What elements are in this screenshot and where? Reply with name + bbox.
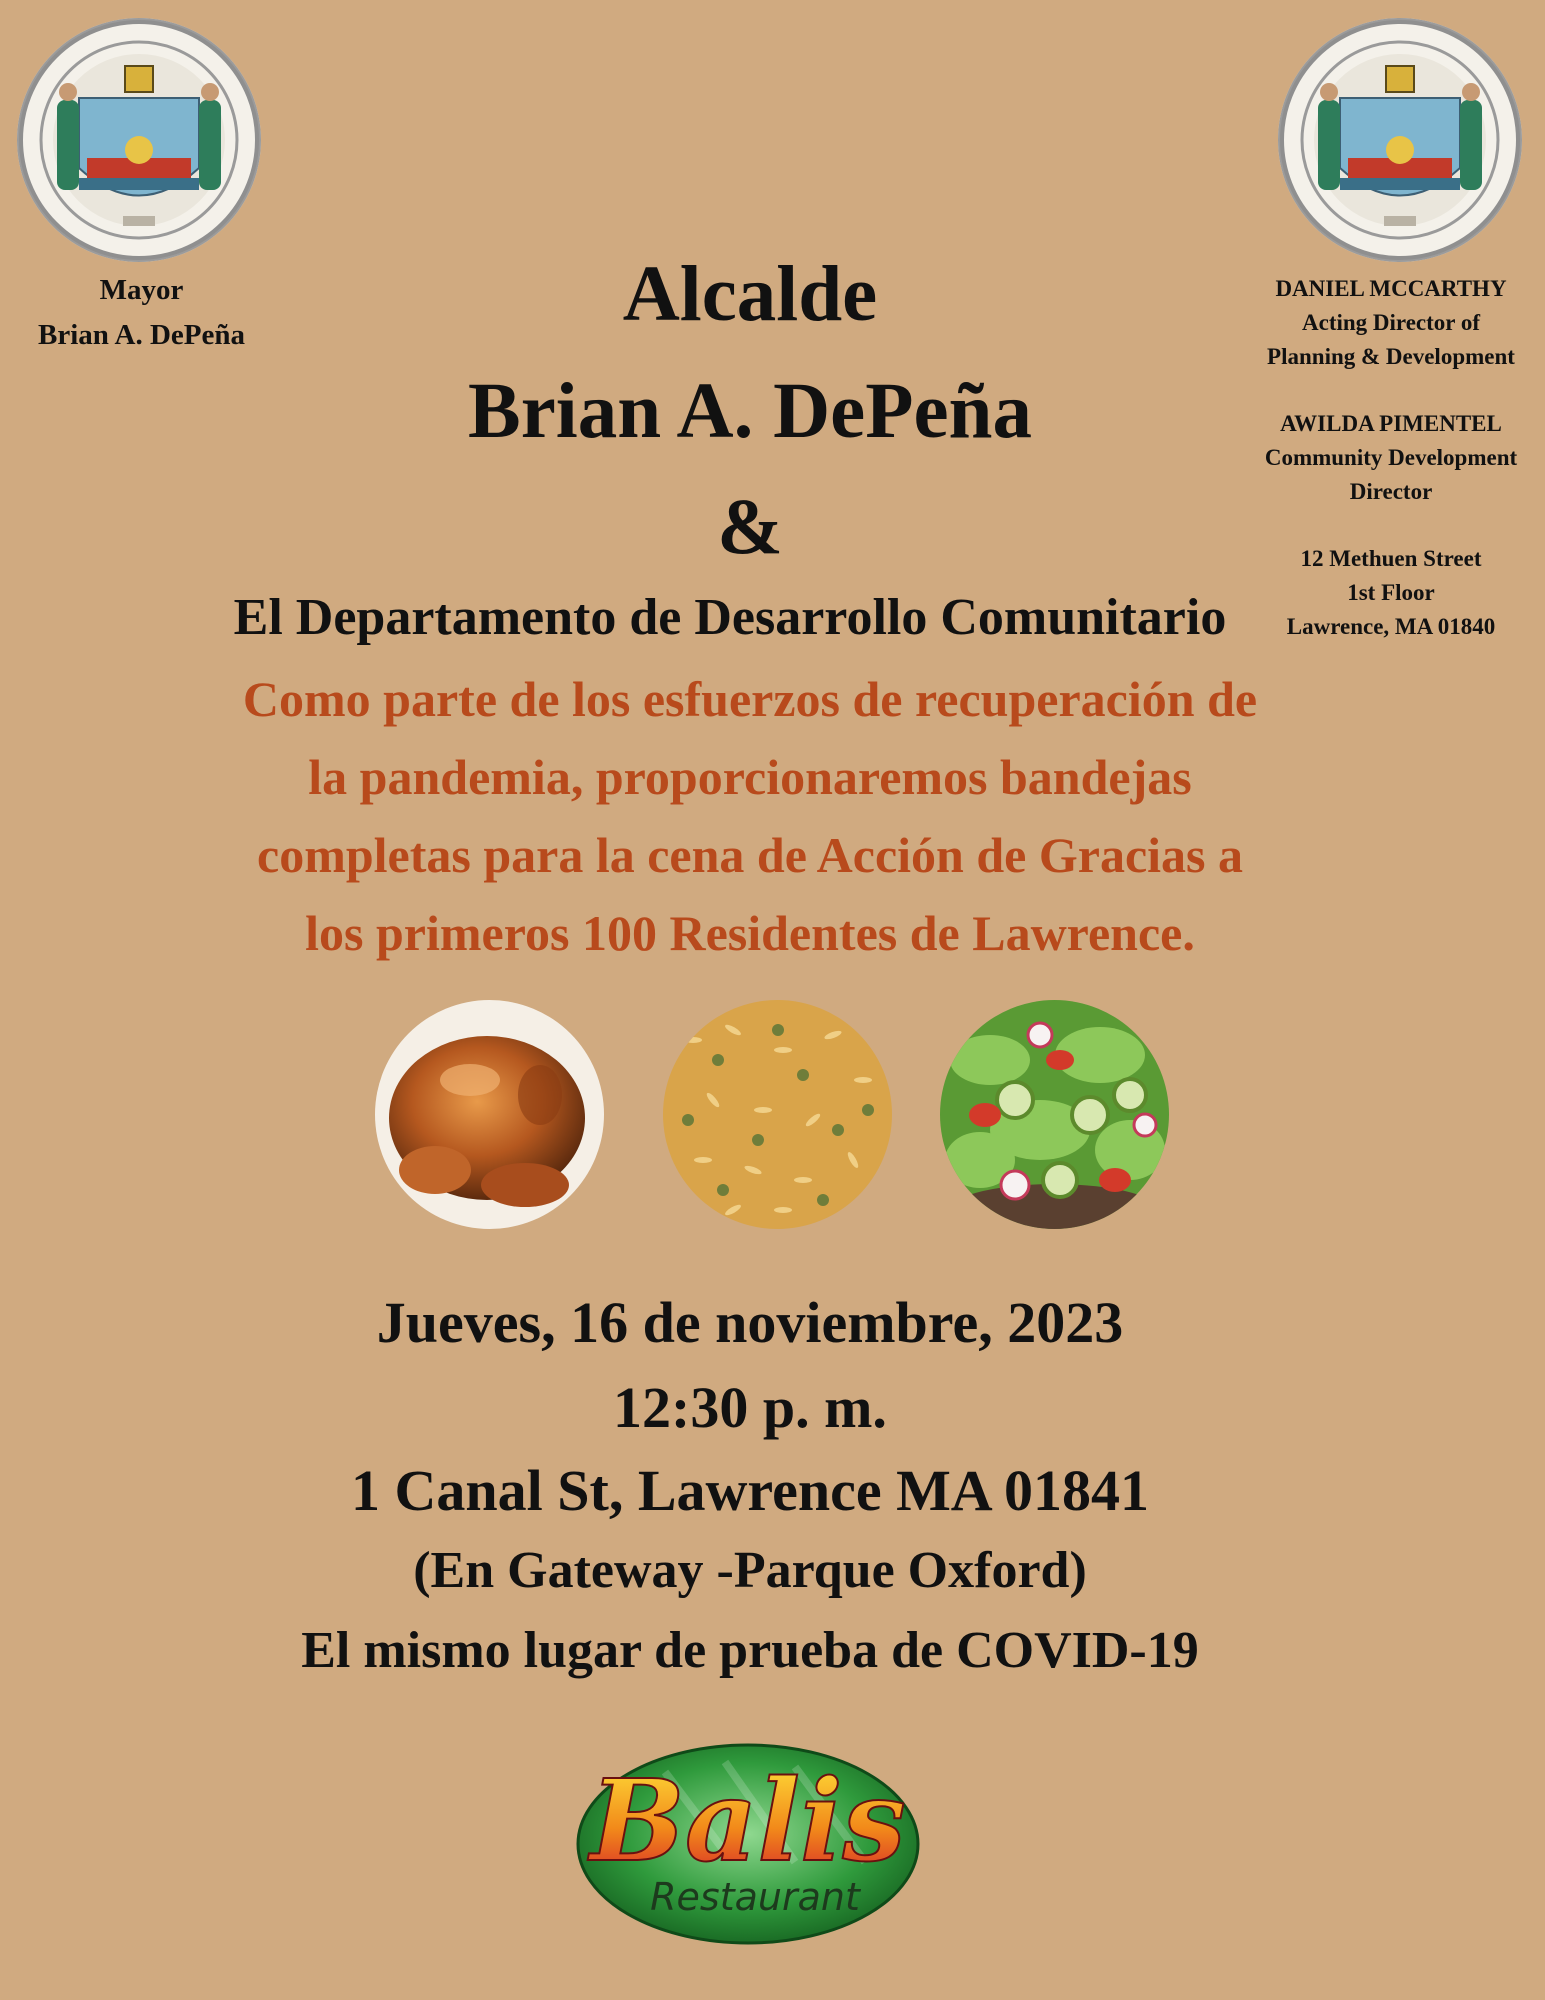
event-location-note: (En Gateway -Parque Oxford) (413, 1542, 1087, 1599)
headline-ampersand: & (717, 484, 783, 571)
salad-image (940, 1000, 1169, 1229)
staff2-name: AWILDA PIMENTEL (1280, 411, 1502, 436)
office-address-line1: 12 Methuen Street (1300, 546, 1482, 571)
headline-name: Brian A. DePeña (468, 368, 1032, 455)
event-address: 1 Canal St, Lawrence MA 01841 (350, 1458, 1149, 1523)
office-address-line2: 1st Floor (1347, 580, 1435, 605)
promo-text (190, 660, 1310, 972)
logo-name: Balis (590, 1756, 906, 1887)
mayor-name: Brian A. DePeña (37, 319, 246, 351)
promo-line4: los primeros 100 Residentes de Lawrence. (305, 905, 1195, 961)
rice-with-peas-image (663, 1000, 892, 1229)
staff1-role-line2: Planning & Development (1267, 344, 1515, 369)
promo-line1: Como parte de los esfuerzos de recuperación de (242, 671, 1258, 727)
event-date: Jueves, 16 de noviembre, 2023 (376, 1290, 1124, 1355)
event-time: 12:30 p. m. (613, 1375, 887, 1440)
event-site-note: El mismo lugar de prueba de COVID-19 (301, 1622, 1199, 1679)
headline-title: Alcalde (622, 251, 878, 338)
staff2-role-line1: Community Development (1264, 445, 1518, 470)
staff2-role-line2: Director (1349, 479, 1433, 504)
staff1-role-line1: Acting Director of (1302, 310, 1480, 335)
department-name: El Departamento de Desarrollo Comunitario (233, 589, 1227, 646)
office-address-line3: Lawrence, MA 01840 (1286, 614, 1496, 639)
balis-restaurant-logo (575, 1742, 922, 1947)
roast-chicken-image (375, 1000, 604, 1229)
mayor-title: Mayor (99, 274, 184, 306)
staff1-name: DANIEL MCCARTHY (1275, 276, 1507, 301)
promo-line2: la pandemia, proporcionaremos bandejas (308, 749, 1192, 805)
city-seal-right (1278, 18, 1522, 262)
logo-subtitle: Restaurant (650, 1875, 860, 1919)
city-seal-left (17, 18, 261, 262)
promo-line3: completas para la cena de Acción de Gracias a (257, 827, 1243, 883)
